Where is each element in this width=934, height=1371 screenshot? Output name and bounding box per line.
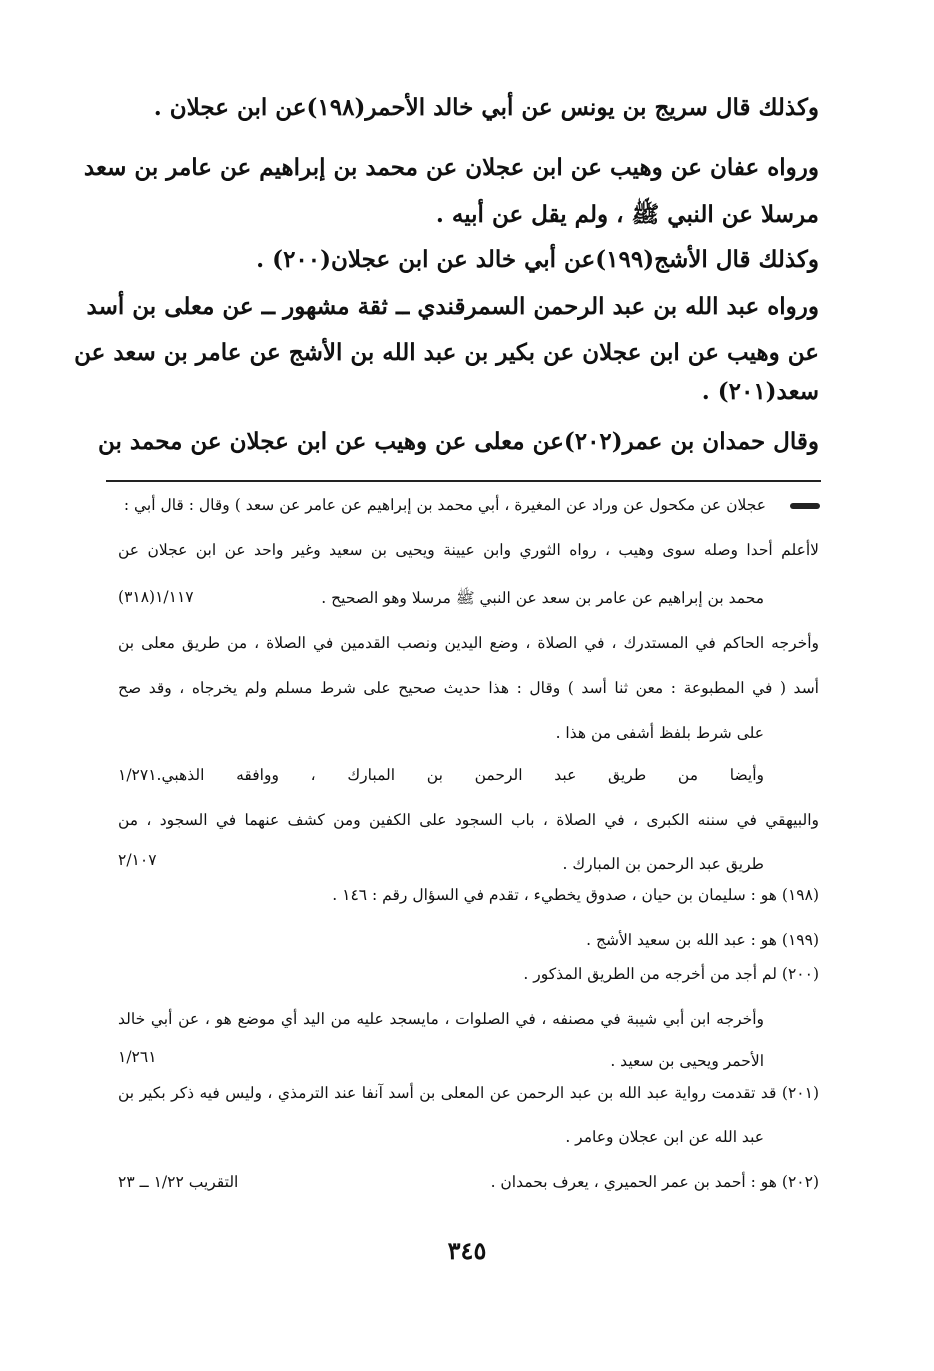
continuation-dash-mark (790, 503, 820, 509)
footnote-199: (١٩٩) هو : عبد الله بن سعيد الأشج . (586, 931, 819, 949)
main-line-1: وكذلك قال سريج بن يونس عن أبي خالد الأحمر(١٩٨)عن ابن عجلان . (153, 94, 819, 121)
footnote-201: (٢٠١) قد تقدمت رواية عبد الله بن عبد الرحمن عن المعلى بن أسد آنفا عند الترمذي ، وليس فيه ذكر بكير بن (118, 1084, 819, 1102)
footnote-201-line-2: عبد الله عن ابن عجلان وعامر . (565, 1128, 764, 1146)
footnote-cont-line-2: لاأعلم أحدا وصله سوى وهيب ، رواه الثوري وابن عيينة ويحيى بن سعيد وغير واحد عن ابن عجلان عن (118, 541, 819, 559)
footnote-cont-line-4: وأخرجه الحاكم في المستدرك ، في الصلاة ، وضع اليدين ونصب القدمين في الصلاة ، من طريق معلى بن (118, 634, 819, 652)
footnote-cont-line-6: على شرط بلفظ أشفى من هذا . (555, 724, 764, 742)
footnote-202: (٢٠٢) هو : أحمد بن عمر الحميري ، يعرف بحمدان . (490, 1173, 819, 1191)
footnote-cont-line-7: وأيضا من طريق عبد الرحمن بن المبارك ، ووافقه الذهبي.١/٢٧١ (118, 766, 764, 784)
main-line-5: ورواه عبد الله بن عبد الرحمن السمرقندي ــ ثقة مشهور ــ عن معلى بن أسد (86, 293, 819, 320)
main-line-8: وقال حمدان بن عمر(٢٠٢)عن معلى عن وهيب عن ابن عجلان عن محمد بن (97, 428, 819, 455)
footnote-cont-ref-3: ١/١١٧(٣١٨) (118, 588, 194, 606)
main-line-2: ورواه عفان عن وهيب عن ابن عجلان عن محمد بن إبراهيم عن عامر بن سعد (83, 154, 819, 181)
main-line-7: سعد(٢٠١) . (701, 378, 819, 405)
main-line-4: وكذلك قال الأشج(١٩٩)عن أبي خالد عن ابن عجلان(٢٠٠) . (256, 246, 819, 273)
footnote-cont-ref-9: ٢/١٠٧ (118, 851, 157, 869)
page-number: ٣٤٥ (447, 1236, 487, 1265)
footnote-cont-line-9: طريق عبد الرحمن بن المبارك . (562, 855, 764, 873)
main-line-3: مرسلا عن النبي ﷺ ، ولم يقل عن أبيه . (435, 201, 819, 228)
footnote-cont-line-1: عجلان عن مكحول عن وراد عن المغيرة ، أبي محمد بن إبراهيم عن عامر عن سعد ) وقال : قال أبي : (123, 496, 766, 514)
footnote-cont-line-5: أسد ( في المطبوعة : معن ثنا أسد ) وقال : هذا حديث صحيح على شرط مسلم ولم يخرجاه ، وقد صح (118, 679, 819, 697)
footnote-198: (١٩٨) هو : سليمان بن حيان ، صدوق يخطيء ، تقدم في السؤال رقم : ١٤٦ . (332, 886, 819, 904)
footnote-202-ref: التقريب ١/٢٢ ــ ٢٣ (118, 1173, 239, 1191)
footnote-200-line-2: وأخرجه ابن أبي شيبة في مصنفه ، في الصلوات ، مايسجد عليه من اليد أي موضع هو ، عن أبي خالد (118, 1010, 764, 1028)
footnote-200-line-3: الأحمر ويحيى بن سعيد . (610, 1052, 764, 1070)
footnote-200: (٢٠٠) لم أجد من أخرجه من الطريق المذكور . (523, 965, 819, 983)
footnote-200-ref: ١/٢٦١ (118, 1048, 157, 1066)
footnote-cont-line-8: والبيهقي في سننه الكبرى ، في الصلاة ، باب السجود على الكفين ومن كشف عنهما في السجود ، من (118, 811, 819, 829)
footnote-separator (106, 480, 821, 482)
footnote-cont-line-3: محمد بن إبراهيم عن عامر بن سعد عن النبي ﷺ مرسلا وهو الصحيح . (321, 589, 764, 607)
main-line-6: عن وهيب عن ابن عجلان عن بكير بن عبد الله بن الأشج عن عامر بن سعد عن (74, 339, 819, 366)
